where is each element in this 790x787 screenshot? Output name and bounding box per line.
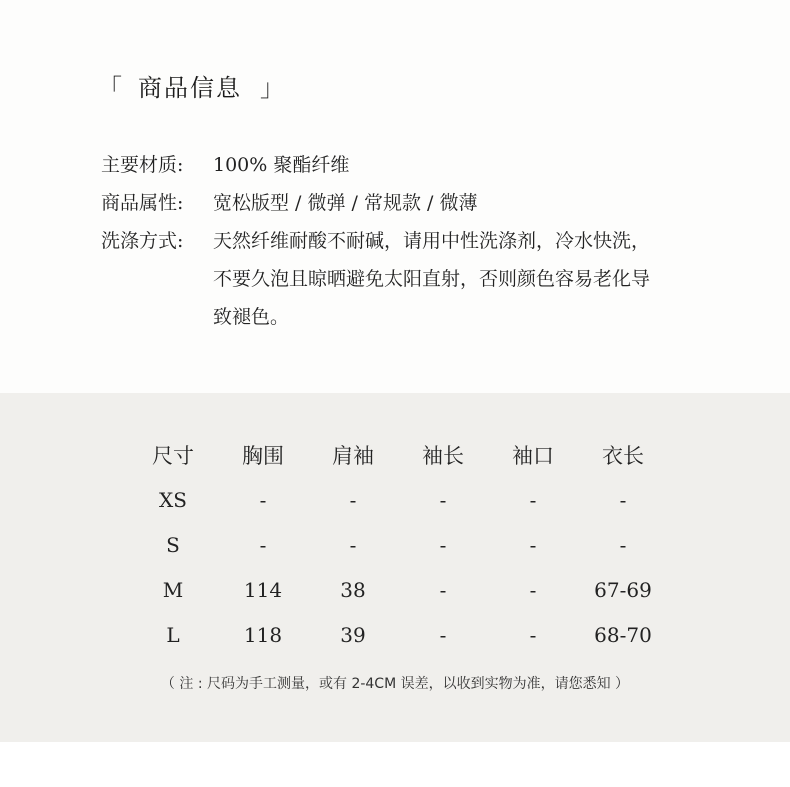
info-value-line: 天然纤维耐酸不耐碱，请用中性洗涤剂，冷水快洗， (213, 230, 651, 252)
heading-title: 商品信息 (138, 74, 242, 102)
table-cell: 118 (243, 622, 283, 647)
info-row-washing (101, 222, 741, 336)
table-row (128, 567, 668, 612)
table-cell: - (439, 532, 447, 557)
info-row-attributes (101, 184, 741, 222)
measurement-note: （ 注 : 尺码为手工测量，或有 2-4CM 误差，以收到实物为准，请您悉知 ） (160, 676, 630, 692)
size-table (128, 432, 668, 657)
table-row (128, 612, 668, 657)
info-label: 商品属性: (101, 192, 184, 214)
table-cell: - (349, 532, 357, 557)
info-value-line: 100% 聚酯纤维 (213, 154, 350, 176)
table-cell: 68-70 (594, 622, 652, 647)
table-cell: - (259, 532, 267, 557)
table-cell: - (439, 622, 447, 647)
table-cell: 67-69 (594, 577, 652, 602)
heading-bracket-open: 「 (98, 74, 124, 102)
info-label: 洗涤方式: (101, 230, 184, 252)
table-cell: XS (159, 487, 187, 512)
column-header-shoulder-sleeve: 肩袖 (332, 443, 374, 468)
table-row (128, 522, 668, 567)
table-cell: - (529, 532, 537, 557)
column-header-chest: 胸围 (242, 443, 284, 468)
table-cell: - (619, 532, 627, 557)
table-row (128, 477, 668, 522)
section-heading (98, 68, 286, 103)
table-cell: - (439, 577, 447, 602)
column-header-cuff: 袖口 (512, 443, 554, 468)
table-cell: 38 (340, 577, 366, 602)
table-cell: 39 (340, 622, 366, 647)
info-value (213, 146, 741, 184)
table-cell: - (439, 487, 447, 512)
footer-strip (0, 742, 790, 787)
column-header-size: 尺寸 (152, 443, 194, 468)
product-info-list (101, 146, 741, 336)
info-row-material (101, 146, 741, 184)
info-value (213, 184, 741, 222)
table-cell: L (166, 622, 180, 647)
info-label: 主要材质: (101, 154, 184, 176)
info-value-line: 不要久泡且晾晒避免太阳直射，否则颜色容易老化导 (213, 268, 651, 290)
table-cell: - (619, 487, 627, 512)
info-value-line: 宽松版型 / 微弹 / 常规款 / 微薄 (213, 192, 478, 214)
table-cell: M (162, 577, 184, 602)
size-table-header-row (128, 432, 668, 477)
table-cell: - (529, 487, 537, 512)
table-cell: S (166, 532, 180, 557)
heading-bracket-close: 」 (260, 74, 286, 102)
info-value (213, 222, 741, 336)
table-cell: - (529, 622, 537, 647)
table-cell: - (529, 577, 537, 602)
column-header-sleeve-length: 袖长 (422, 443, 464, 468)
table-cell: - (259, 487, 267, 512)
table-cell: 114 (243, 577, 283, 602)
column-header-length: 衣长 (602, 443, 644, 468)
table-cell: - (349, 487, 357, 512)
info-value-line: 致褪色。 (213, 306, 290, 328)
